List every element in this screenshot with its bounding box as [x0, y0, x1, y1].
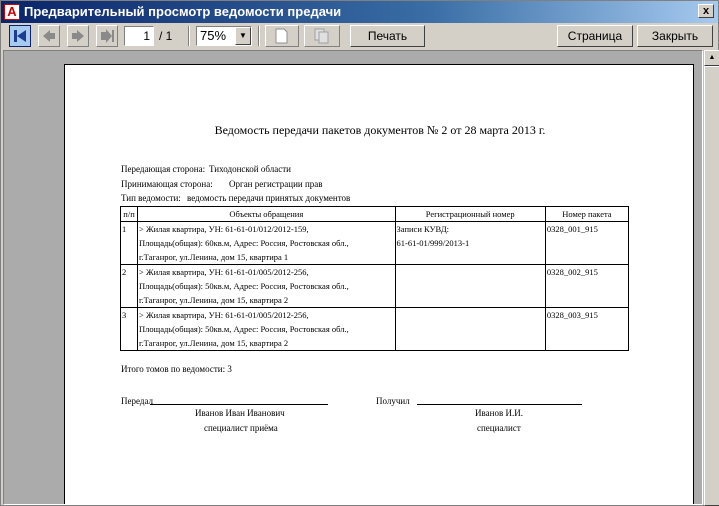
object-line: г.Таганрог, ул.Ленина, дом 15, квартира 2	[139, 338, 289, 348]
column-header: Регистрационный номер	[395, 207, 545, 222]
object-line: > Жилая квартира, УН: 61-61-01/012/2012-159,	[139, 224, 309, 234]
received-signature-line	[417, 404, 582, 405]
objects-table	[120, 206, 629, 351]
package-number: 0328_003_915	[545, 308, 628, 351]
passed-role: специалист приёма	[204, 423, 278, 433]
received-name: Иванов И.И.	[475, 408, 523, 418]
next-page-button[interactable]	[67, 25, 89, 47]
last-page-icon	[99, 28, 115, 44]
sender-field	[121, 164, 291, 174]
vertical-scrollbar[interactable]	[703, 50, 719, 505]
last-page-button[interactable]	[96, 25, 118, 47]
table-row	[121, 308, 629, 351]
reg-line: Записи КУВД:	[396, 224, 450, 234]
table-header-row	[121, 207, 629, 222]
title-bar[interactable]	[1, 1, 718, 23]
field-value: ведомость передачи принятых документов	[187, 193, 351, 203]
field-value: Орган регистрации прав	[229, 179, 323, 189]
field-value: Тиходонской области	[209, 164, 291, 174]
print-button[interactable]: Печать	[350, 25, 425, 47]
toolbar-separator	[258, 26, 260, 46]
field-label: Передающая сторона:	[121, 164, 206, 174]
receiver-field	[121, 179, 323, 189]
column-header: Объекты обращения	[138, 207, 396, 222]
field-label: Тип ведомости:	[121, 193, 181, 203]
copy-button[interactable]	[304, 25, 340, 47]
object-cell	[138, 222, 396, 265]
zoom-value: 75%	[200, 28, 227, 43]
toolbar	[1, 23, 718, 49]
field-label: Принимающая сторона:	[121, 179, 213, 189]
prev-page-button[interactable]	[38, 25, 60, 47]
reg-number-cell	[395, 222, 545, 265]
row-number: 3	[121, 308, 138, 351]
received-role: специалист	[477, 423, 521, 433]
toolbar-separator	[188, 26, 190, 46]
object-line: Площадь(общая): 60кв.м, Адрес: Россия, Ростовская обл.,	[139, 238, 349, 248]
reg-line: 61-61-01/999/2013-1	[396, 238, 470, 248]
received-label: Получил	[376, 396, 410, 406]
type-field	[121, 193, 351, 203]
object-line: г.Таганрог, ул.Ленина, дом 15, квартира 1	[139, 252, 289, 262]
preview-area	[3, 50, 703, 505]
window-close-button[interactable]: x	[698, 4, 714, 18]
passed-signature-line	[150, 404, 328, 405]
object-line: Площадь(общая): 50кв.м, Адрес: Россия, Ростовская обл.,	[139, 324, 349, 334]
page-number-input[interactable]: 1	[124, 26, 154, 46]
zoom-select[interactable]	[196, 26, 252, 46]
new-page-icon	[268, 28, 296, 44]
document-page	[64, 64, 694, 505]
passed-label: Передал	[121, 396, 154, 406]
table-row	[121, 265, 629, 308]
row-number: 2	[121, 265, 138, 308]
object-cell	[138, 308, 396, 351]
close-button[interactable]: Закрыть	[637, 25, 713, 47]
package-number: 0328_002_915	[545, 265, 628, 308]
window-title: Предварительный просмотр ведомости предачи	[24, 4, 342, 19]
row-number: 1	[121, 222, 138, 265]
package-number: 0328_001_915	[545, 222, 628, 265]
passed-name: Иванов Иван Иванович	[195, 408, 285, 418]
scroll-up-icon[interactable]: ▲	[704, 50, 719, 66]
reg-number-cell	[395, 265, 545, 308]
total-volumes: Итого томов по ведомости: 3	[121, 364, 232, 374]
object-line: > Жилая квартира, УН: 61-61-01/005/2012-256,	[139, 267, 309, 277]
object-line: г.Таганрог, ул.Ленина, дом 15, квартира 2	[139, 295, 289, 305]
object-line: > Жилая квартира, УН: 61-61-01/005/2012-256,	[139, 310, 309, 320]
app-logo-icon: A	[4, 4, 20, 20]
scrollbar-thumb[interactable]	[704, 66, 719, 506]
copy-icon	[307, 28, 337, 44]
column-header: п/п	[121, 207, 138, 222]
new-page-button[interactable]	[265, 25, 299, 47]
next-page-icon	[70, 28, 86, 44]
prev-page-icon	[41, 28, 57, 44]
object-line: Площадь(общая): 50кв.м, Адрес: Россия, Ростовская обл.,	[139, 281, 349, 291]
page-total: / 1	[159, 29, 173, 43]
column-header: Номер пакета	[545, 207, 628, 222]
object-cell	[138, 265, 396, 308]
table-row	[121, 222, 629, 265]
first-page-button[interactable]	[9, 25, 31, 47]
document-title: Ведомость передачи пакетов документов № 2 от 28 марта 2013 г.	[214, 123, 546, 137]
reg-number-cell	[395, 308, 545, 351]
first-page-icon	[12, 28, 28, 44]
page-setup-button[interactable]: Страница	[557, 25, 633, 47]
chevron-down-icon[interactable]: ▼	[235, 27, 251, 45]
